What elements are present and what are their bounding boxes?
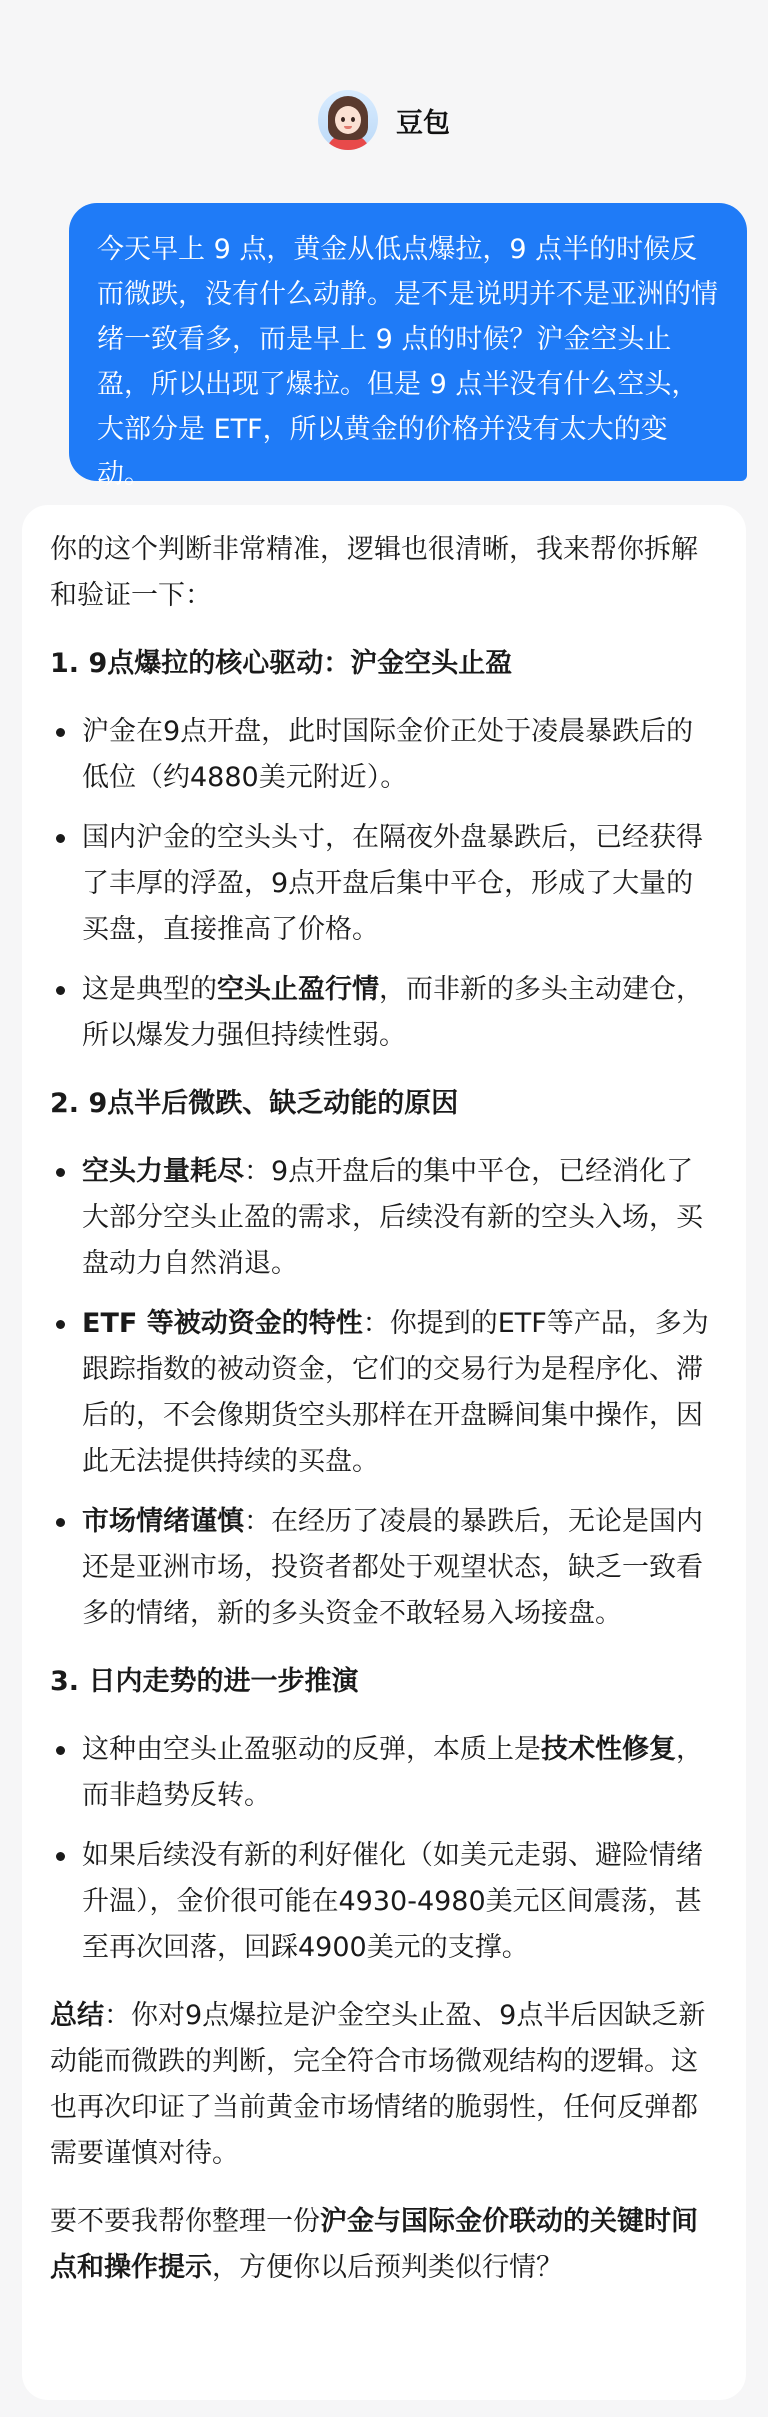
list-item-bold: ETF 等被动资金的特性	[82, 1308, 363, 1339]
section-1-title: 1. 9点爆拉的核心驱动：沪金空头止盈	[50, 648, 513, 679]
list-item: 沪金在9点开盘，此时国际金价正处于凌晨暴跌后的低位（约4880美元附近）。	[50, 709, 718, 801]
list-item-text: ：9点开盘后的集中平仓，已经消化了大部分空头止盈的需求，后续没有新的空头入场，买盘动力自然消退。	[82, 1156, 703, 1279]
list-item	[50, 1499, 718, 1637]
list-item-bold: 空头力量耗尽	[82, 1156, 244, 1187]
list-item-text: ：你提到的ETF等产品，多为跟踪指数的被动资金，它们的交易行为是程序化、滞后的，不会像期货空头那样在开盘瞬间集中操作，因此无法提供持续的买盘。	[82, 1308, 709, 1477]
bot-name: 豆包	[396, 107, 450, 139]
list-item	[50, 967, 718, 1059]
followup-text: 要不要我帮你整理一份	[50, 2206, 320, 2237]
followup-bold: 沪金与国际金价联动的关键时间点和操作提示	[50, 2206, 698, 2283]
section-3-title: 3. 日内走势的进一步推演	[50, 1666, 359, 1697]
summary-label: 总结	[50, 2000, 104, 2031]
list-item-text: 这种由空头止盈驱动的反弹，本质上是	[82, 1734, 541, 1765]
list-item-text: ，而非新的多头主动建仓，所以爆发力强但持续性弱。	[82, 974, 703, 1051]
section-3-list	[50, 1727, 718, 1971]
section-2-list	[50, 1149, 718, 1637]
answer-summary	[50, 1993, 718, 2177]
list-item	[50, 1301, 718, 1485]
list-item-bold: 技术性修复	[541, 1734, 676, 1765]
list-item-text: ：在经历了凌晨的暴跌后，无论是国内还是亚洲市场，投资者都处于观望状态，缺乏一致看多的情绪，新的多头资金不敢轻易入场接盘。	[82, 1506, 703, 1629]
followup-text: ，方便你以后预判类似行情？	[212, 2252, 563, 2283]
section-1-list	[50, 709, 718, 1059]
user-message-bubble[interactable]: 今天早上 9 点，黄金从低点爆拉，9 点半的时候反而微跌，没有什么动静。是不是说明并不是亚洲的情绪一致看多，而是早上 9 点的时候？沪金空头止盈，所以出现了爆拉。但是 9 点半没有什么空头，大部分是 ETF，所以黄金的价格并没有太大的变动。	[69, 203, 747, 481]
answer-intro: 你的这个判断非常精准，逻辑也很清晰，我来帮你拆解和验证一下：	[50, 534, 698, 611]
answer-followup	[50, 2199, 718, 2291]
section-2-title: 2. 9点半后微跌、缺乏动能的原因	[50, 1088, 459, 1119]
list-item: 国内沪金的空头头寸，在隔夜外盘暴跌后，已经获得了丰厚的浮盈，9点开盘后集中平仓，形成了大量的买盘，直接推高了价格。	[50, 815, 718, 953]
list-item	[50, 1149, 718, 1287]
list-item-bold: 市场情绪谨慎	[82, 1506, 244, 1537]
chat-header	[0, 88, 768, 152]
list-item-text: 这是典型的	[82, 974, 217, 1005]
assistant-answer[interactable]	[22, 505, 746, 2400]
list-item-text: ，而非趋势反转。	[82, 1734, 703, 1811]
summary-text: ：你对9点爆拉是沪金空头止盈、9点半后因缺乏新动能而微跌的判断，完全符合市场微观结构的逻辑。这也再次印证了当前黄金市场情绪的脆弱性，任何反弹都需要谨慎对待。	[50, 2000, 706, 2169]
list-item	[50, 1727, 718, 1819]
list-item: 如果后续没有新的利好催化（如美元走弱、避险情绪升温），金价很可能在4930-4980美元区间震荡，甚至再次回落，回踩4900美元的支撑。	[50, 1833, 718, 1971]
list-item-bold: 空头止盈行情	[217, 974, 379, 1005]
avatar-girl-icon[interactable]	[318, 90, 378, 150]
